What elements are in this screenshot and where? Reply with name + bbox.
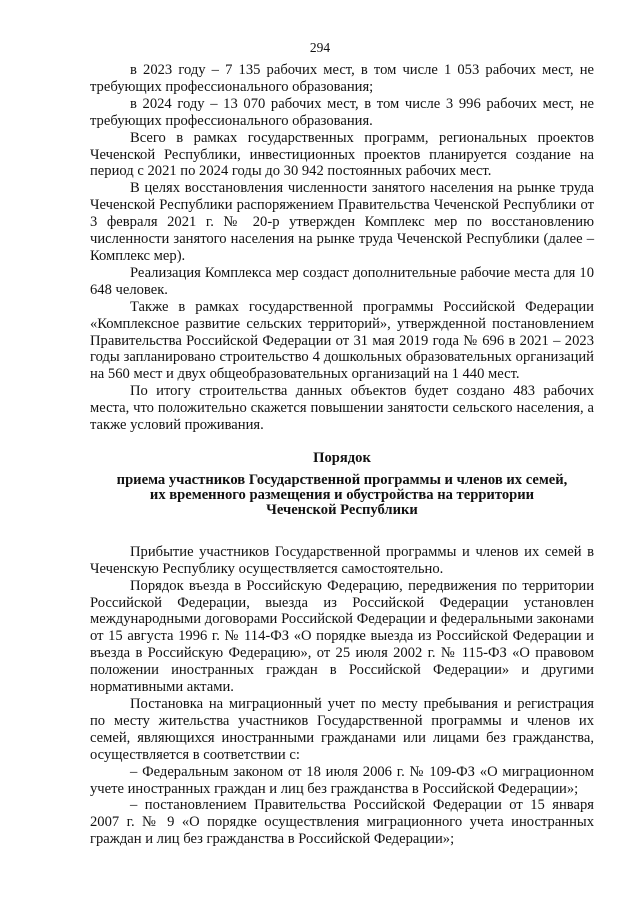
section-subtitle-line: Чеченской Республики [266, 501, 418, 518]
section-subtitle-line: приема участников Государственной программы и членов их семей, [116, 471, 568, 488]
paragraph: в 2023 году – 7 135 рабочих мест, в том числе 1 053 рабочих мест, не требующих профессионального образования; [90, 62, 594, 95]
section-title: Порядок [313, 449, 371, 466]
document-body [90, 62, 594, 848]
section-subtitle [90, 473, 594, 518]
page-number: 294 [309, 40, 331, 55]
list-item: – постановлением Правительства Российской Федерации от 15 января 2007 г. № 9 «О порядке осуществления миграционного учета иностранных граждан и лиц без гражданства в Российской Федерации»; [90, 797, 594, 848]
section-subtitle-line: их временного размещения и обустройства на территории [149, 486, 535, 503]
paragraph: Постановка на миграционный учет по месту пребывания и регистрация по месту жительства участников Государственной программы и членов их семей, являющихся иностранными гражданами или лицами без гражданства, осуществляется в соответствии с: [90, 696, 594, 763]
paragraph: По итогу строительства данных объектов будет создано 483 рабочих места, что положительно скажется повышении занятости сельского населения, а также условий проживания. [90, 383, 594, 434]
list-item: – Федеральным законом от 18 июля 2006 г. № 109-ФЗ «О миграционном учете иностранных граждан и лиц без гражданства в Российской Федерации»; [90, 763, 594, 797]
paragraph: В целях восстановления численности занятого населения на рынке труда Чеченской Республики распоряжением Правительства Чеченской Республики от 3 февраля 2021 г. № 20-р утвержден Комплекс мер по восстановлению численности занятого населения на рынке труда Чеченской Республики (далее – Комплекс мер). [90, 180, 594, 264]
paragraph: Реализация Комплекса мер создаст дополнительные рабочие места для 10 648 человек. [90, 264, 594, 298]
paragraph: Также в рамках государственной программы Российской Федерации «Комплексное развитие сельских территорий», утвержденной постановлением Правительства Российской Федерации от 31 мая 2019 года № 696 в 2021 – 2023 годы запланировано строительство 4 дошкольных образовательных организаций на 560 мест и двух общеобразовательных организаций на 1 440 мест. [90, 298, 594, 383]
paragraph: Прибытие участников Государственной программы и членов их семей в Чеченскую Республику осуществляется самостоятельно. [90, 543, 594, 577]
paragraph: Всего в рамках государственных программ, региональных проектов Чеченской Республики, инвестиционных проектов планируется создание на период с 2021 по 2024 годы до 30 942 постоянных рабочих мест. [90, 129, 594, 180]
paragraph: Порядок въезда в Российскую Федерацию, передвижения по территории Российской Федерации, выезда из Российской Федерации установлен международными договорами Российской Федерации и федеральными законами от 15 августа 1996 г. № 114-ФЗ «О порядке выезда из Российской Федерации и въезда в Российскую Федерацию», от 25 июля 2002 г. № 115-ФЗ «О правовом положении иностранных граждан в Российской Федерации» и другими нормативными актами. [90, 577, 594, 696]
paragraph: в 2024 году – 13 070 рабочих мест, в том числе 3 996 рабочих мест, не требующих профессионального образования. [90, 95, 594, 129]
